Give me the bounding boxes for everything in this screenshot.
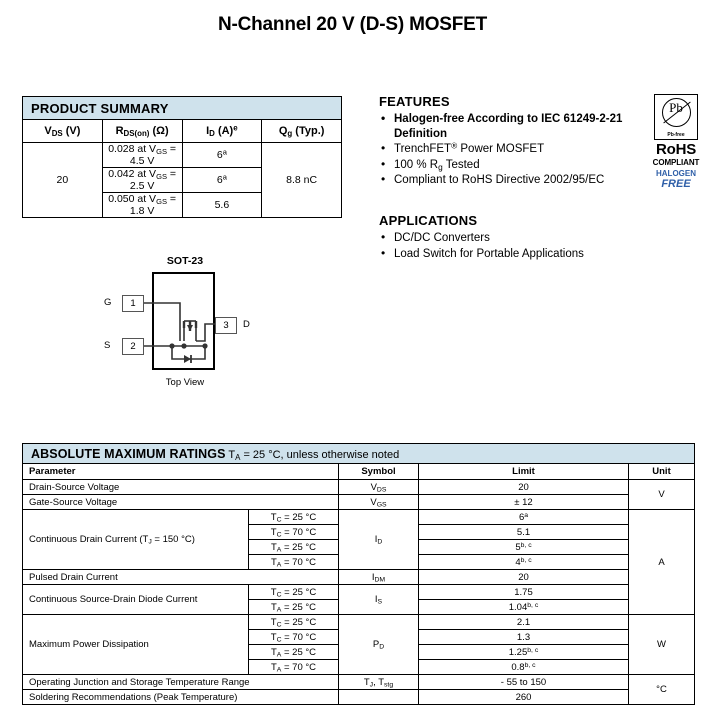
cell-rdson-1: 0.042 at $V_{GS} = 2.5$ V <box>102 168 182 193</box>
param-condition: $T_C = 70$ °C <box>249 525 339 540</box>
col-header-vds: $V_{DS}$ (V) <box>23 120 103 143</box>
param-symbol: $V_{DS}$ <box>339 480 419 495</box>
param-name: Maximum Power Dissipation <box>23 615 249 675</box>
ratings-header-row <box>23 464 695 480</box>
package-topview-label: Top View <box>165 377 205 388</box>
free-label: FREE <box>661 178 691 190</box>
param-name: Gate-Source Voltage <box>23 495 339 510</box>
application-item: • DC/DC Converters <box>379 231 641 246</box>
rohs-compliant-label: COMPLIANT <box>652 158 700 167</box>
ratings-band-row <box>23 444 695 464</box>
col-header-id: $I_D$ $(A)^e$ <box>182 120 262 143</box>
pin-3-label-drain: D <box>243 319 250 330</box>
product-summary-header-row <box>23 120 342 143</box>
param-condition: $T_C = 25$ °C <box>249 615 339 630</box>
product-summary-table <box>22 96 342 218</box>
param-symbol: $I_{DM}$ <box>339 570 419 585</box>
absolute-maximum-ratings-table <box>22 443 695 705</box>
param-symbol: $I_S$ <box>339 585 419 615</box>
pin-2-label-source: S <box>104 340 111 351</box>
param-limit: 6$^a$ <box>419 510 629 525</box>
table-row <box>23 615 695 630</box>
param-name: Continuous Source-Drain Diode Current <box>23 585 249 615</box>
pb-label: Pb <box>669 100 683 115</box>
param-unit: V <box>629 480 695 510</box>
table-row <box>23 480 695 495</box>
feature-item: • TrenchFET® Power MOSFET <box>379 142 641 157</box>
param-condition: $T_A = 25$ °C <box>249 645 339 660</box>
param-name: Drain-Source Voltage <box>23 480 339 495</box>
col-header-parameter: Parameter <box>23 464 339 480</box>
table-row <box>23 570 695 585</box>
param-name: Soldering Recommendations (Peak Temperature) <box>23 690 339 705</box>
param-unit: W <box>629 615 695 675</box>
param-condition: $T_C = 70$ °C <box>249 630 339 645</box>
param-limit: 2.1 <box>419 615 629 630</box>
rohs-logo <box>652 94 700 190</box>
param-limit: 0.8$^{b, c}$ <box>419 660 629 675</box>
pb-free-icon <box>654 94 698 140</box>
param-condition: $T_A = 70$ °C <box>249 555 339 570</box>
page-title: N-Channel 20 V (D-S) MOSFET <box>217 14 488 35</box>
col-header-limit: Limit <box>419 464 629 480</box>
applications-list <box>379 231 641 261</box>
feature-item: • Compliant to RoHS Directive 2002/95/EC <box>379 173 641 188</box>
param-condition: $T_A = 25$ °C <box>249 540 339 555</box>
col-header-unit: Unit <box>629 464 695 480</box>
features-heading: FEATURES <box>379 94 450 109</box>
param-limit: 1.04$^{b, c}$ <box>419 600 629 615</box>
applications-heading: APPLICATIONS <box>379 213 478 228</box>
product-summary-band-row <box>23 97 342 120</box>
col-header-symbol: Symbol <box>339 464 419 480</box>
feature-item: • Halogen-free According to IEC 61249-2-21 Definition <box>379 112 641 141</box>
package-diagram <box>100 255 300 395</box>
param-condition: $T_C = 25$ °C <box>249 585 339 600</box>
param-condition: $T_A = 70$ °C <box>249 660 339 675</box>
param-limit: 4$^{b, c}$ <box>419 555 629 570</box>
cell-vds-value: 20 <box>23 143 103 218</box>
cell-id-2: 5.6 <box>182 193 262 218</box>
applications-section <box>379 213 641 262</box>
application-item: • Load Switch for Portable Applications <box>379 247 641 262</box>
param-condition: $T_A = 25$ °C <box>249 600 339 615</box>
param-unit: A <box>629 510 695 615</box>
param-symbol: $V_{GS}$ <box>339 495 419 510</box>
table-row <box>23 510 695 525</box>
features-section <box>379 94 641 189</box>
param-unit: °C <box>629 675 695 705</box>
pin-1-label-gate: G <box>104 297 112 308</box>
cell-rdson-0: 0.028 at $V_{GS} = 4.5$ V <box>102 143 182 168</box>
pin-1-box: 1 <box>122 295 144 312</box>
ratings-band: ABSOLUTE MAXIMUM RATINGS $T_A = 25$ °C, unless otherwise noted <box>23 444 695 464</box>
param-limit: 20 <box>419 480 629 495</box>
pin-2-box: 2 <box>122 338 144 355</box>
param-limit: 20 <box>419 570 629 585</box>
product-summary-band: PRODUCT SUMMARY <box>23 97 342 120</box>
features-list <box>379 112 641 188</box>
product-summary-row <box>23 143 342 168</box>
rohs-title: RoHS <box>655 141 697 158</box>
pb-free-label: Pb-free <box>667 132 685 138</box>
param-name: Operating Junction and Storage Temperature Range <box>23 675 339 690</box>
param-limit: 260 <box>419 690 629 705</box>
col-header-rdson: $R_{DS(on)}$ (Ω) <box>102 120 182 143</box>
cell-rdson-2: 0.050 at $V_{GS} = 1.8$ V <box>102 193 182 218</box>
table-row <box>23 495 695 510</box>
param-symbol: $T_J$, $T_{stg}$ <box>339 675 419 690</box>
feature-item: • 100 % $R_g$ Tested <box>379 158 641 173</box>
mosfet-symbol-schematic <box>100 255 300 395</box>
param-limit: 1.25$^{b, c}$ <box>419 645 629 660</box>
param-symbol: $I_D$ <box>339 510 419 570</box>
cell-id-0: 6$^a$ <box>182 143 262 168</box>
param-limit: 1.3 <box>419 630 629 645</box>
param-limit: 1.75 <box>419 585 629 600</box>
param-limit: 5.1 <box>419 525 629 540</box>
param-symbol: $P_D$ <box>339 615 419 675</box>
param-condition: $T_C = 25$ °C <box>249 510 339 525</box>
cell-qg-value: 8.8 nC <box>262 143 342 218</box>
table-row <box>23 585 695 600</box>
halogen-label: HALOGEN <box>656 169 696 178</box>
param-name: Pulsed Drain Current <box>23 570 339 585</box>
param-symbol <box>339 690 419 705</box>
param-limit: 5$^{b, c}$ <box>419 540 629 555</box>
param-name: Continuous Drain Current ($T_J = 150$ °C) <box>23 510 249 570</box>
package-label: SOT-23 <box>166 255 204 267</box>
col-header-qg: $Q_g$ (Typ.) <box>262 120 342 143</box>
param-limit: ± 12 <box>419 495 629 510</box>
table-row <box>23 690 695 705</box>
cell-id-1: 6$^a$ <box>182 168 262 193</box>
table-row <box>23 675 695 690</box>
pin-3-box: 3 <box>215 317 237 334</box>
param-limit: - 55 to 150 <box>419 675 629 690</box>
